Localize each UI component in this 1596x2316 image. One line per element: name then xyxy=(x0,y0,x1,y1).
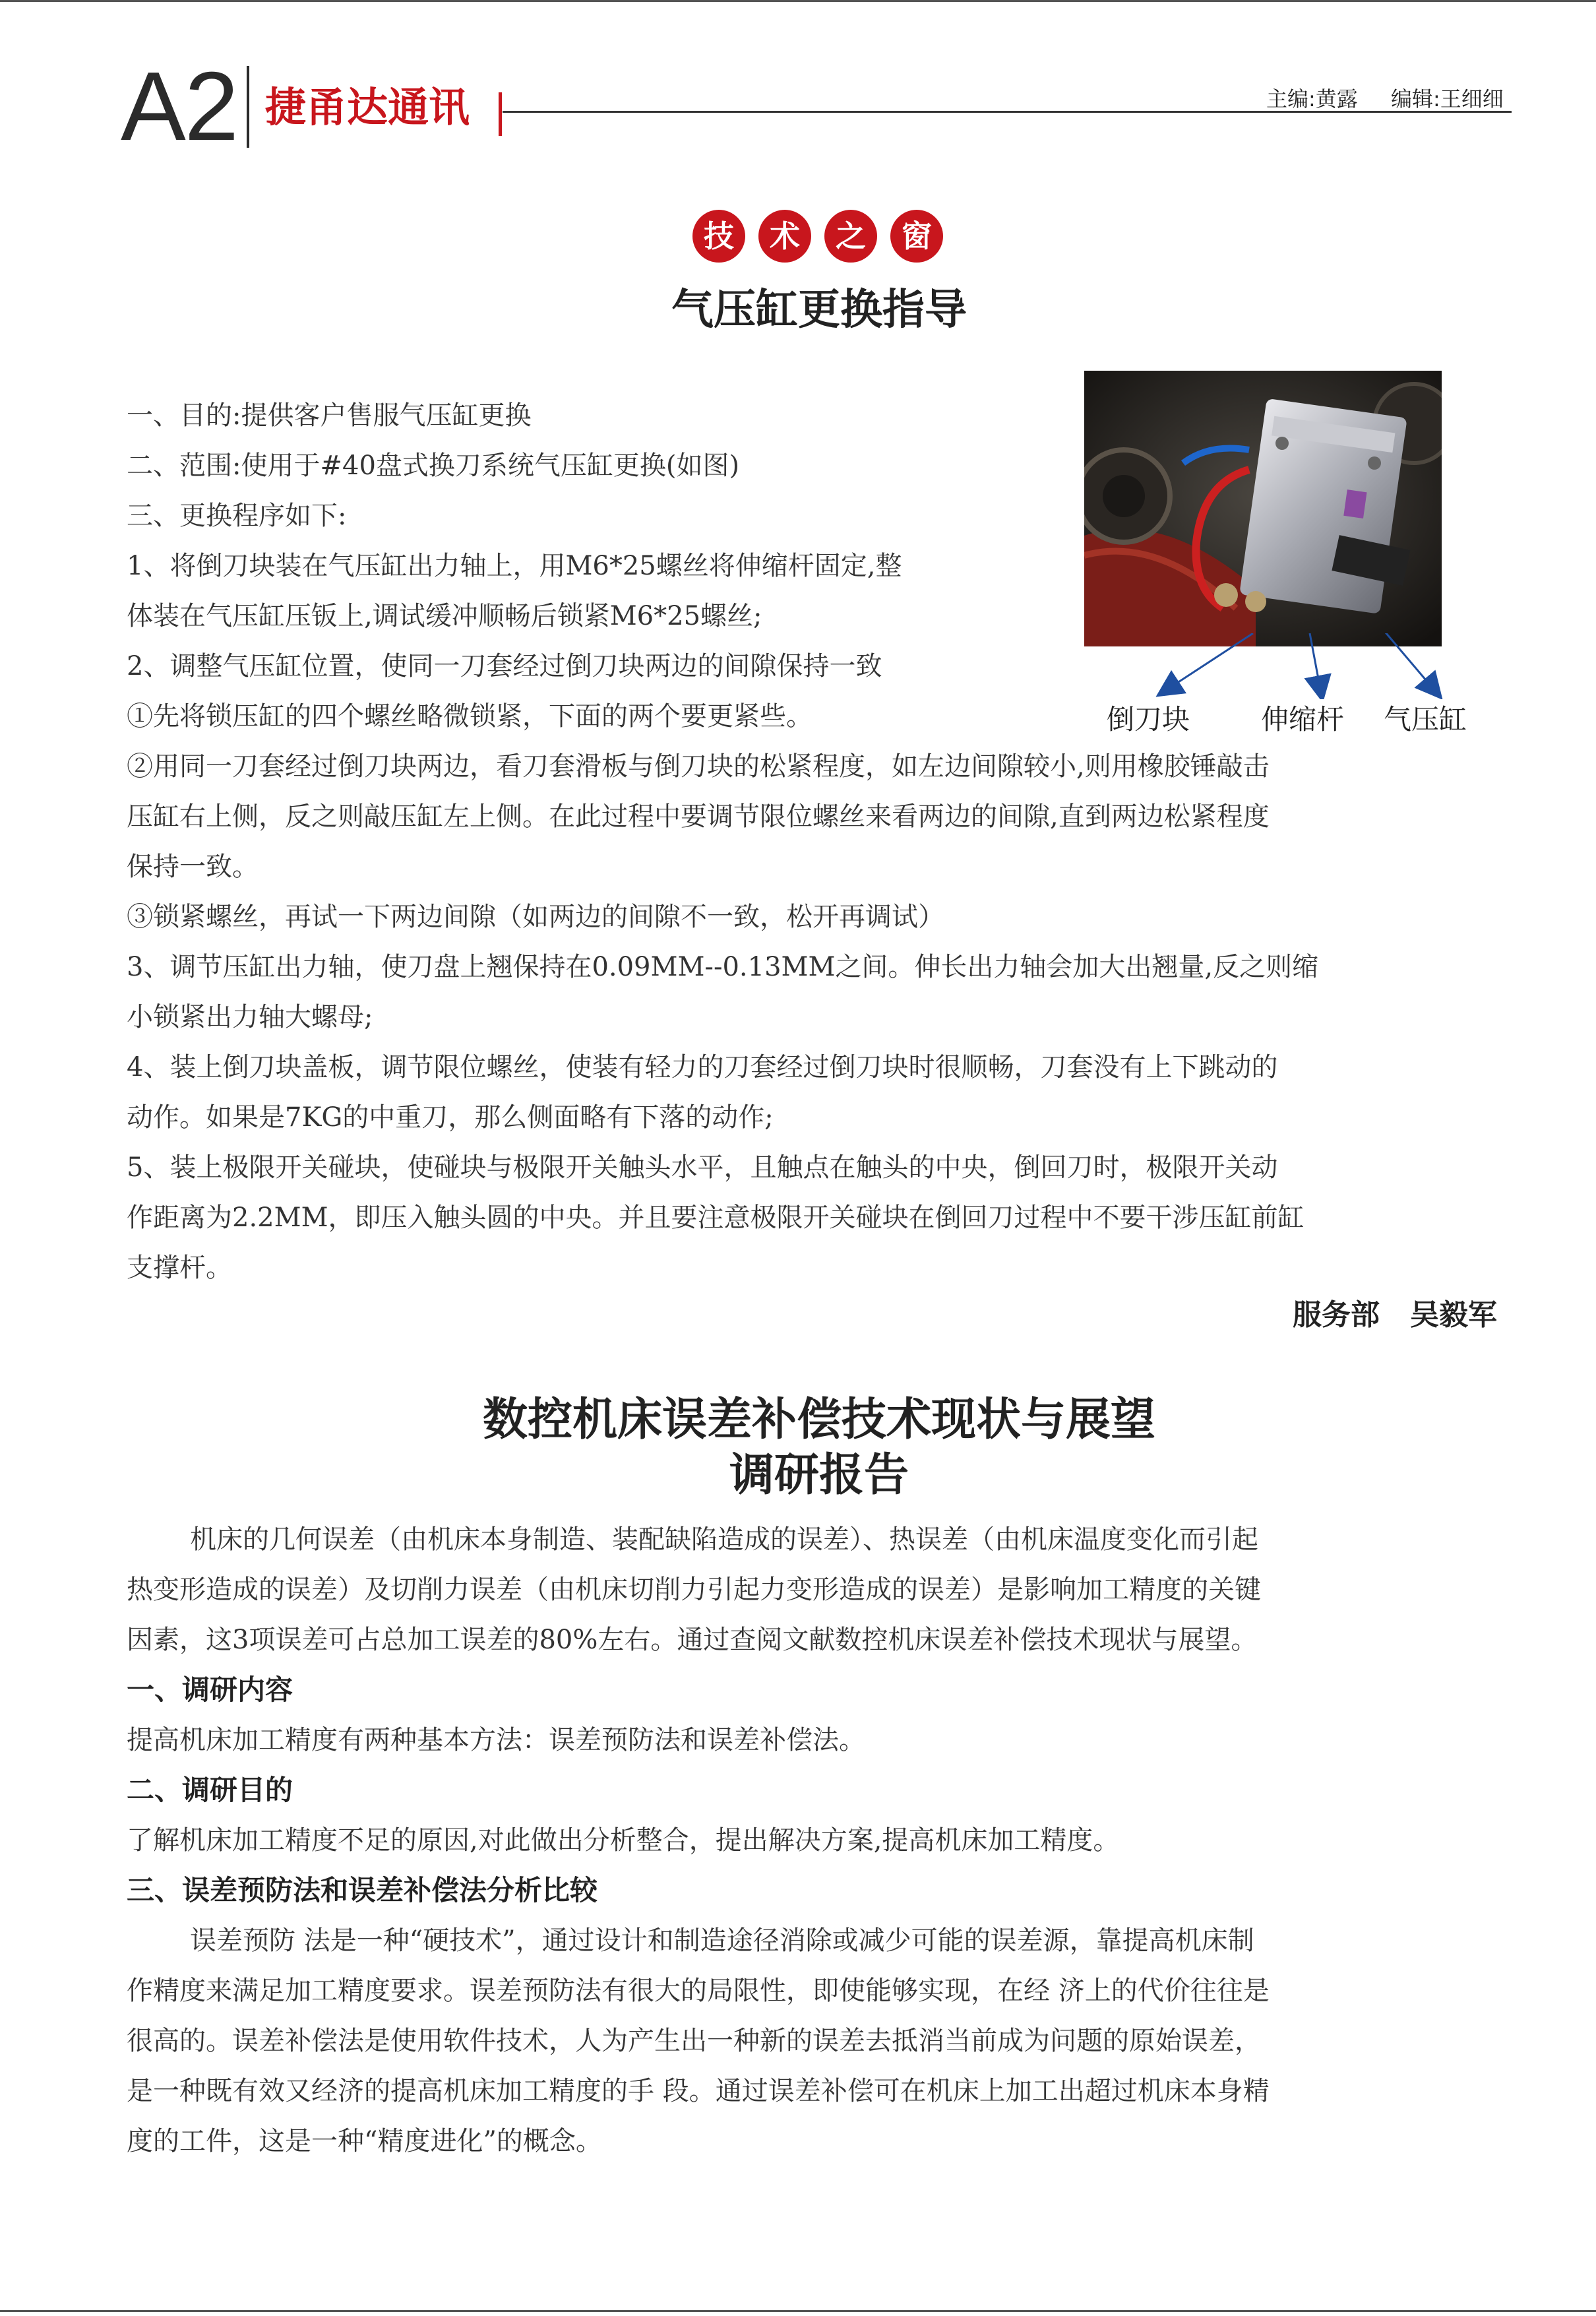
column-badge: 技 xyxy=(692,210,745,263)
masthead-divider xyxy=(247,66,249,148)
chief-editor: 主编:黄露 xyxy=(1266,86,1358,111)
body-line: 支撑杆。 xyxy=(127,1253,232,1283)
section-text: 很高的。误差补偿法是使用软件技术，人为产生出一种新的误差去抵消当前成为问题的原始误差， xyxy=(127,2026,1261,2056)
body-line: 3、调节压缸出力轴，使刀盘上翘保持在0.09MM--0.13MM之间。伸长出力轴会加大出翘量,反之则缩 xyxy=(127,952,1319,982)
section-heading: 二、调研目的 xyxy=(127,1774,293,1806)
label-dump-block: 倒刀块 xyxy=(1107,703,1190,735)
body-line: 三、更换程序如下: xyxy=(127,501,347,531)
body-line: 5、装上极限开关碰块，使碰块与极限开关触头水平，且触点在触头的中央，倒回刀时，极限开关动 xyxy=(127,1152,1278,1183)
editor: 编辑:王细细 xyxy=(1390,86,1504,111)
body-line: 4、装上倒刀块盖板，调节限位螺丝，使装有轻力的刀套经过倒刀块时很顺畅，刀套没有上下跳动的 xyxy=(127,1052,1278,1082)
article1-body-narrow xyxy=(127,391,1043,741)
body-line: ③锁紧螺丝，再试一下两边间隙（如两边的间隙不一致，松开再调试） xyxy=(127,902,944,932)
label-air-cylinder: 气压缸 xyxy=(1384,703,1467,735)
intro-line: 因素，这3项误差可占总加工误差的80%左右。通过查阅文献数控机床误差补偿技术现状与展望。 xyxy=(127,1625,1258,1655)
body-line: 二、范围:使用于#40盘式换刀系统气压缸更换(如图) xyxy=(127,451,740,481)
article2-title: 数控机床误差补偿技术现状与展望 xyxy=(482,1394,1155,1446)
editor-credits xyxy=(1266,86,1530,112)
photo-callout-arrows xyxy=(1148,633,1451,699)
article1-title: 气压缸更换指导 xyxy=(671,286,967,334)
label-telescopic-rod: 伸缩杆 xyxy=(1261,703,1345,735)
section-text: 了解机床加工精度不足的原因,对此做出分析整合，提出解决方案,提高机床加工精度。 xyxy=(127,1825,1120,1856)
masthead-red-bar xyxy=(499,92,502,136)
publication-name: 捷甬达通讯 xyxy=(265,83,470,131)
section-text: 度的工件，这是一种“精度进化”的概念。 xyxy=(127,2126,602,2156)
article2-subtitle: 调研报告 xyxy=(729,1449,909,1501)
cylinder-photo xyxy=(1084,371,1442,646)
body-line: 压缸右上侧，反之则敲压缸左上侧。在此过程中要调节限位螺丝来看两边的间隙,直到两边松紧程度 xyxy=(127,801,1270,832)
section-heading: 一、调研内容 xyxy=(127,1674,293,1706)
intro-line: 热变形造成的误差）及切削力误差（由机床切削力引起力变形造成的误差）是影响加工精度的关键 xyxy=(127,1575,1261,1605)
top-border xyxy=(0,0,1596,2)
article1-body-wide xyxy=(127,741,1512,1293)
body-line: 1、将倒刀块装在气压缸出力轴上，用M6*25螺丝将伸缩杆固定,整 xyxy=(127,551,902,581)
column-badge: 窗 xyxy=(890,210,943,263)
article1-author xyxy=(1293,1296,1497,1335)
author-name: 吴毅军 xyxy=(1410,1298,1497,1332)
section-heading: 三、误差预防法和误差补偿法分析比较 xyxy=(127,1874,598,1906)
body-line: ②用同一刀套经过倒刀块两边，看刀套滑板与倒刀块的松紧程度，如左边间隙较小,则用橡胶锤敲击 xyxy=(127,751,1270,782)
body-line: ①先将锁压缸的四个螺丝略微锁紧，下面的两个要更紧些。 xyxy=(127,701,813,732)
body-line: 体装在气压缸压钣上,调试缓冲顺畅后锁紧M6*25螺丝; xyxy=(127,601,762,631)
body-line: 2、调整气压缸位置，使同一刀套经过倒刀块两边的间隙保持一致 xyxy=(127,651,882,681)
section-text: 提高机床加工精度有两种基本方法：误差预防法和误差补偿法。 xyxy=(127,1725,865,1755)
body-line: 动作。如果是7KG的中重刀，那么侧面略有下落的动作; xyxy=(127,1102,774,1133)
article2-body xyxy=(127,1515,1512,2166)
body-line: 作距离为2.2MM，即压入触头圆的中央。并且要注意极限开关碰块在倒回刀过程中不要干涉压缸前缸 xyxy=(127,1203,1304,1233)
body-line: 一、目的:提供客户售服气压缸更换 xyxy=(127,400,532,431)
cylinder-photo-illustration xyxy=(1084,371,1442,646)
section-text: 误差预防 法是一种“硬技术”，通过设计和制造途径消除或减少可能的误差源，靠提高机床制 xyxy=(190,1925,1254,1956)
body-line: 保持一致。 xyxy=(127,852,259,882)
author-department: 服务部 xyxy=(1293,1298,1380,1332)
body-line: 小锁紧出力轴大螺母; xyxy=(127,1002,373,1032)
section-text: 作精度来满足加工精度要求。误差预防法有很大的局限性，即使能够实现，在经 济上的代价往往是 xyxy=(127,1976,1270,2006)
column-badges xyxy=(692,210,943,263)
page-number: A2 xyxy=(121,52,238,161)
column-badge: 之 xyxy=(824,210,877,263)
column-badge: 术 xyxy=(758,210,811,263)
intro-line: 机床的几何误差（由机床本身制造、装配缺陷造成的误差）、热误差（由机床温度变化而引起 xyxy=(190,1524,1258,1555)
bottom-border xyxy=(0,2310,1596,2312)
section-text: 是一种既有效又经济的提高机床加工精度的手 段。通过误差补偿可在机床上加工出超过机床本身精 xyxy=(127,2076,1270,2106)
